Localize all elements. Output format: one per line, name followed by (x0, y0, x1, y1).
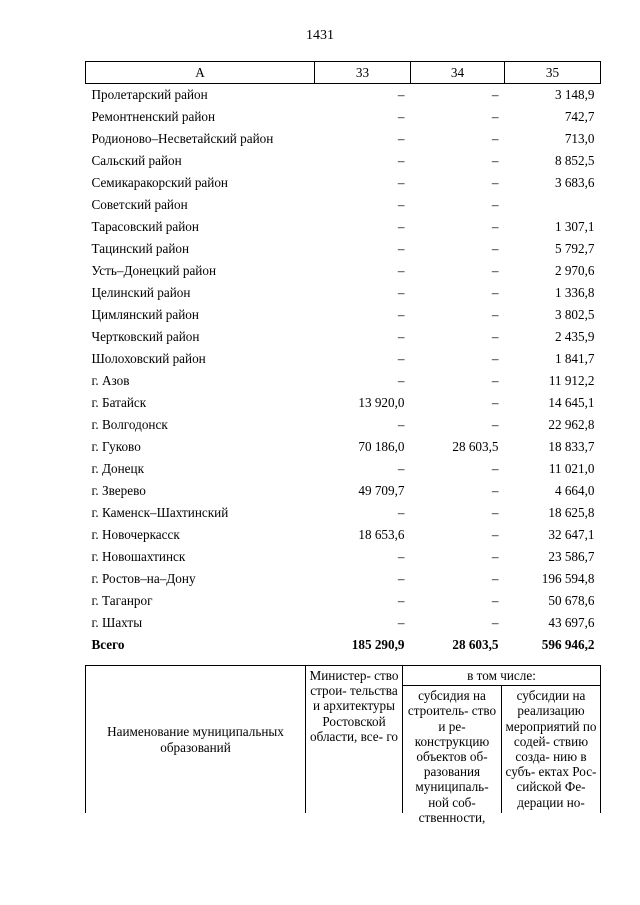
column-header-35: 35 (505, 62, 601, 84)
value-cell-34: – (491, 373, 499, 388)
value-cell-35: 3 683,6 (554, 175, 595, 190)
value-cell-34: – (491, 285, 499, 300)
table-row (86, 150, 601, 172)
value-cell-33: 49 709,7 (358, 483, 405, 498)
value-cell-35: 1 336,8 (554, 285, 595, 300)
municipality-name-cell: г. Гуково (91, 439, 141, 454)
value-cell-33: – (397, 285, 405, 300)
table-row (86, 590, 601, 612)
municipality-name-cell: г. Волгодонск (91, 417, 168, 432)
value-cell-35: 1 841,7 (554, 351, 595, 366)
table-row (86, 370, 601, 392)
municipality-name-cell: г. Батайск (91, 395, 147, 410)
value-cell-34: – (491, 395, 499, 410)
value-cell-33: – (397, 571, 405, 586)
value-cell-33: – (397, 153, 405, 168)
column-header-34: 34 (411, 62, 505, 84)
table-row (86, 436, 601, 458)
municipality-name-cell: г. Ростов–на–Дону (91, 571, 196, 586)
value-cell-34: – (491, 351, 499, 366)
municipality-name-cell: Сальский район (91, 153, 182, 168)
value-cell-33: – (397, 307, 405, 322)
header-municipal-names: Наименование муниципальных образований (86, 666, 306, 814)
value-cell-35: 713,0 (564, 131, 595, 146)
table-row (86, 216, 601, 238)
value-cell-35: 32 647,1 (548, 527, 595, 542)
value-cell-33: – (397, 87, 405, 102)
municipality-name-cell: Цимлянский район (91, 307, 199, 322)
municipality-name-cell: г. Таганрог (91, 593, 153, 608)
value-cell-33: – (397, 549, 405, 564)
value-cell-35: 11 912,2 (548, 373, 595, 388)
page-number: 1431 (306, 28, 334, 43)
value-cell-35: 1 307,1 (554, 219, 595, 234)
value-cell-35: 4 664,0 (554, 483, 595, 498)
table-body (86, 84, 601, 657)
value-cell-35: 43 697,6 (548, 615, 595, 630)
municipality-name-cell: Усть–Донецкий район (91, 263, 217, 278)
municipality-name-cell: Чертковский район (91, 329, 200, 344)
table-row (86, 502, 601, 524)
value-cell-33: – (397, 593, 405, 608)
value-cell-35: 23 586,7 (548, 549, 595, 564)
municipality-name-cell: Целинский район (91, 285, 191, 300)
municipality-name-cell: Тарасовский район (91, 219, 199, 234)
municipality-name-cell: г. Каменск–Шахтинский (91, 505, 229, 520)
value-cell-34: – (491, 241, 499, 256)
table-row (86, 128, 601, 150)
header-subsidy-measures: субсидии на реализацию мероприятий по содей- ствию созда- нию в субъ- ектах Рос- сийской Фе- дерации но- (505, 688, 597, 810)
value-cell-35: 18 625,8 (548, 505, 595, 520)
table-row (86, 414, 601, 436)
table-row (86, 282, 601, 304)
value-cell-35: 596 946,2 (541, 637, 595, 652)
municipality-name-cell: г. Новошахтинск (91, 549, 186, 564)
municipality-name-cell: Тацинский район (91, 241, 190, 256)
municipality-name-cell: Советский район (91, 197, 188, 212)
table-row (86, 260, 601, 282)
value-cell-34: – (491, 527, 499, 542)
value-cell-34: – (491, 549, 499, 564)
value-cell-35: 3 802,5 (554, 307, 595, 322)
value-cell-35: 742,7 (564, 109, 595, 124)
table-row (86, 326, 601, 348)
value-cell-33: – (397, 461, 405, 476)
table-row (86, 238, 601, 260)
table-row (86, 172, 601, 194)
value-cell-35: 196 594,8 (541, 571, 595, 586)
table-row (86, 304, 601, 326)
value-cell-33: – (397, 197, 405, 212)
value-cell-33: – (397, 241, 405, 256)
header-subsidy-construction: субсидия на строитель- ство и ре- конструкцию объектов об- разования муниципаль- ной соб- ственности, (407, 688, 497, 825)
municipality-name-cell: г. Шахты (91, 615, 143, 630)
value-cell-35: 2 435,9 (554, 329, 595, 344)
header-ministry-total: Министер- ство строи- тельства и архитектуры Ростовской области, все- го (306, 666, 403, 814)
value-cell-34: – (491, 219, 499, 234)
value-cell-33: 70 186,0 (358, 439, 405, 454)
table-row (86, 612, 601, 634)
value-cell-35: 18 833,7 (548, 439, 595, 454)
value-cell-34: – (491, 263, 499, 278)
value-cell-33: 18 653,6 (358, 527, 405, 542)
municipality-name-cell: г. Новочеркасск (91, 527, 180, 542)
table-row (86, 524, 601, 546)
value-cell-34: – (491, 571, 499, 586)
table-row (86, 458, 601, 480)
total-row (86, 634, 601, 656)
column-header-33: 33 (315, 62, 411, 84)
value-cell-34: – (491, 197, 499, 212)
value-cell-34: – (491, 461, 499, 476)
value-cell-33: 185 290,9 (351, 637, 405, 652)
value-cell-33: – (397, 329, 405, 344)
value-cell-33: – (397, 131, 405, 146)
value-cell-34: – (491, 175, 499, 190)
value-cell-33: – (397, 175, 405, 190)
value-cell-34: 28 603,5 (452, 439, 499, 454)
municipality-name-cell: Шолоховский район (91, 351, 206, 366)
value-cell-35: 22 962,8 (548, 417, 595, 432)
table-row (86, 392, 601, 414)
value-cell-34: – (491, 615, 499, 630)
table-row (86, 106, 601, 128)
value-cell-35: 3 148,9 (554, 87, 595, 102)
column-header-a: А (86, 62, 315, 84)
value-cell-34: – (491, 87, 499, 102)
table-row (86, 568, 601, 590)
value-cell-34: – (491, 307, 499, 322)
table-row (86, 480, 601, 502)
value-cell-35 (505, 194, 601, 216)
table-row (86, 194, 601, 216)
value-cell-34: – (491, 131, 499, 146)
table-row (86, 348, 601, 370)
budget-table (85, 61, 601, 656)
municipality-name-cell: г. Зверево (91, 483, 146, 498)
value-cell-34: – (491, 329, 499, 344)
value-cell-33: – (397, 219, 405, 234)
value-cell-33: – (397, 505, 405, 520)
value-cell-34: – (491, 593, 499, 608)
value-cell-33: 13 920,0 (358, 395, 405, 410)
value-cell-34: – (491, 505, 499, 520)
value-cell-34: – (491, 109, 499, 124)
value-cell-33: – (397, 351, 405, 366)
value-cell-35: 11 021,0 (548, 461, 595, 476)
value-cell-35: 14 645,1 (548, 395, 595, 410)
municipality-name-cell: Семикаракорский район (91, 175, 228, 190)
value-cell-33: – (397, 263, 405, 278)
value-cell-35: 8 852,5 (554, 153, 595, 168)
value-cell-33: – (397, 373, 405, 388)
municipality-name-cell: г. Азов (91, 373, 130, 388)
value-cell-35: 2 970,6 (554, 263, 595, 278)
municipality-name-cell: Родионово–Несветайский район (91, 131, 274, 146)
value-cell-34: – (491, 153, 499, 168)
value-cell-33: – (397, 615, 405, 630)
municipality-name-cell: г. Донецк (91, 461, 144, 476)
column-header-row (86, 62, 601, 84)
table-row (86, 84, 601, 107)
value-cell-33: – (397, 417, 405, 432)
next-table-header (85, 665, 601, 825)
value-cell-34: – (491, 417, 499, 432)
municipality-name-cell: Всего (91, 637, 125, 652)
value-cell-35: 50 678,6 (548, 593, 595, 608)
value-cell-33: – (397, 109, 405, 124)
value-cell-34: – (491, 483, 499, 498)
municipality-name-cell: Пролетарский район (91, 87, 208, 102)
municipality-name-cell: Ремонтненский район (91, 109, 216, 124)
header-including: в том числе: (403, 666, 601, 686)
value-cell-35: 5 792,7 (554, 241, 595, 256)
table-row (86, 546, 601, 568)
value-cell-34: 28 603,5 (452, 637, 499, 652)
